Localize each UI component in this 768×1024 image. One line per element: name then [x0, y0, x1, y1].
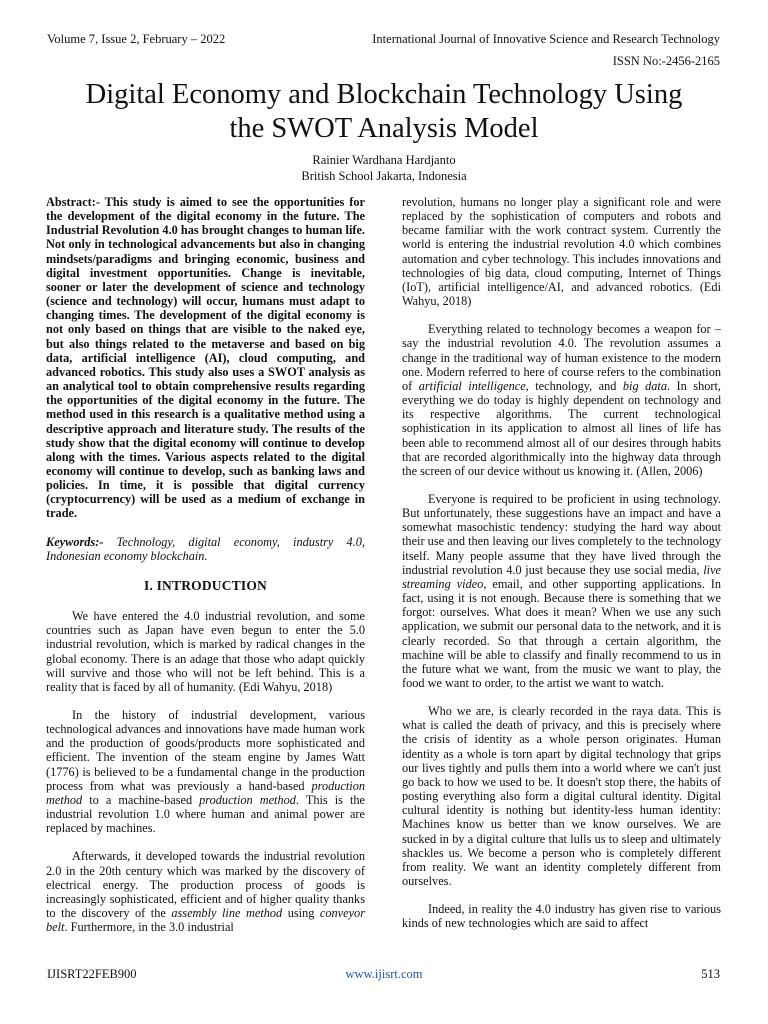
paper-title-line-1: Digital Economy and Blockchain Technology Using [85, 79, 683, 110]
italic-term: production method [199, 792, 296, 807]
author-affiliation: British School Jakarta, Indonesia [301, 169, 467, 183]
author-name: Rainier Wardhana Hardjanto [312, 153, 456, 167]
italic-term: conveyor belt [46, 906, 365, 935]
keywords-text: Technology, digital economy, industry 4.0, Indonesian economy blockchain. [46, 534, 365, 563]
text-run: . In short, everything we do today is highly dependent on technology and its respective algorithms. The current technological sophistication in its application to almost all lines of life has been able to recommend almost all of our desires through habits that are recorded algorithmically into the highway data through the screen of our device without us knowing it. (Allen, 2006) [402, 378, 721, 478]
right-paragraph-5: Indeed, in reality the 4.0 industry has given rise to various kinds of new technologies which are said to affect [402, 902, 721, 931]
footer-page-number: 513 [701, 967, 720, 981]
italic-term: production method [46, 778, 365, 807]
right-paragraph-2 [402, 322, 721, 478]
section-heading-introduction: I. INTRODUCTION [143, 577, 268, 593]
running-header-volume: Volume 7, Issue 2, February – 2022 [47, 32, 226, 46]
intro-paragraph-1: We have entered the 4.0 industrial revolution, and some countries such as Japan have even begun to enter the 5.0 industrial revolution, which is marked by radical changes in the global economy. There is an adage that those who adapt quickly will survive and those who will not be left behind. This is a reality that is faced by all of humanity. (Edi Wahyu, 2018) [46, 609, 365, 694]
footer-paper-id: IJISRT22FEB900 [47, 967, 137, 981]
italic-term: live streaming video, [402, 562, 721, 591]
text-run: In the history of industrial development, various technological advances and innovations have made human work and the production of goods/products more sophisticated and efficient. The invention of the steam engine by James Watt (1776) is believed to be a fundamental change in the production process from what was previously a hand-based [46, 708, 365, 793]
text-run: Everyone is required to be proficient in using technology. But unfortunately, these suggestions have an impact and have a somewhat masochistic tendency: studying the hard way about their use and then leaving our lives completely to the technology itself. Many people assume that they have lived through the industrial revolution 4.0 just because they use social media, [402, 491, 721, 577]
author-block [0, 152, 768, 184]
text-run: , technology, and [525, 378, 623, 393]
text-run: . This is the industrial revolution 1.0 where human and animal power are replaced by machines. [46, 792, 365, 836]
italic-term: artificial intelligence [418, 378, 526, 393]
running-header-journal: International Journal of Innovative Science and Research Technology [372, 32, 720, 46]
right-column [402, 195, 721, 931]
paper-title [30, 78, 738, 146]
right-paragraph-4: Who we are, is clearly recorded in the raya data. This is what is called the death of privacy, and this is precisely where the crisis of identity as a whole person originates. Human identity as a whole is torn apart by digital technology that grips our lives tightly and pulls them into a world where we can't just go back to how we used to be. It doesn't stop there, the habits of posting everything also form a digital cultural identity. Digital cultural identity is nothing but identity-less human identity: Machines know us better than we know ourselves. We are sucked in by a digital culture that lulls us to sleep and ultimately shackles us. We become a person who is completely different from reality. We want an identity completely different from ourselves. [402, 704, 721, 889]
text-run: . Furthermore, in the 3.0 industrial [64, 920, 234, 935]
right-paragraph-1: revolution, humans no longer play a significant role and were replaced by the sophistication of computers and robots and became familiar with the work contract system. Currently the world is entering the industrial revolution 4.0 which combines automation and cyber technology. This includes innovations and technologies of big data, cloud computing, Internet of Things (IoT), artificial intelligence/AI, and advanced robotics. (Edi Wahyu, 2018) [402, 195, 721, 309]
keywords [46, 535, 365, 563]
italic-term: big data [622, 378, 667, 393]
abstract: Abstract:- This study is aimed to see the opportunities for the development of the digital economy in the future. The Industrial Revolution 4.0 has brought changes to human life. Not only in technological advancements but also in changing mindsets/paradigms and bringing economic, business and digital investment opportunities. Change is inevitable, sooner or later the development of science and technology (science and technology) will occur, humans must adapt to changing times. The development of the digital economy is not only based on things that are visible to the naked eye, but also things related to the metaverse and based on big data, artificial intelligence (AI), cloud computing, and advanced robotics. This study also uses a SWOT analysis as an analytical tool to obtain comprehensive results regarding the opportunities of the digital economy in the future. The method used in this research is a qualitative method using a descriptive approach and literature study. The results of the study show that the digital economy will continue to develop along with the times. Various aspects related to the digital economy will continue to develop, such as banking laws and policies. In time, it is possible that digital currency (cryptocurrency) will be used as a medium of exchange in trade. [46, 195, 365, 521]
intro-paragraph-3 [46, 849, 365, 934]
text-run: to a machine-based [82, 792, 200, 807]
text-run: Afterwards, it developed towards the industrial revolution 2.0 in the 20th century which was marked by the discovery of electrical energy. The production process of goods is increasingly sophisticated, efficient and of higher quality thanks to the discovery of the [46, 849, 365, 921]
left-column [46, 195, 365, 934]
text-run: Everything related to technology becomes a weapon for – say the industrial revolution 4.0. The revolution assumes a change in the traditional way of human existence to the modern one. Modern referred to here of course refers to the combination of [402, 322, 721, 393]
paper-title-line-2: the SWOT Analysis Model [229, 113, 539, 144]
right-paragraph-3 [402, 492, 721, 690]
intro-paragraph-2 [46, 708, 365, 835]
footer-website-link[interactable]: www.ijisrt.com [345, 967, 423, 981]
keywords-label: Keywords:- [46, 534, 104, 549]
issn-label: ISSN No:-2456-2165 [612, 54, 720, 68]
text-run: using [282, 906, 320, 921]
text-run: email, and other supporting applications. In fact, using it is not enough. Because there is something that we forgot: ourselves. What does it mean? When we use any such application, we submit our personal data to the network, and it is clearly recorded. So that through a certain algorithm, the machine will be able to classify and finally recommend to us in the future what we want, from the music we want to play, the food we want to order, to the artist we want to watch. [402, 576, 721, 690]
italic-term: assembly line method [171, 906, 283, 921]
